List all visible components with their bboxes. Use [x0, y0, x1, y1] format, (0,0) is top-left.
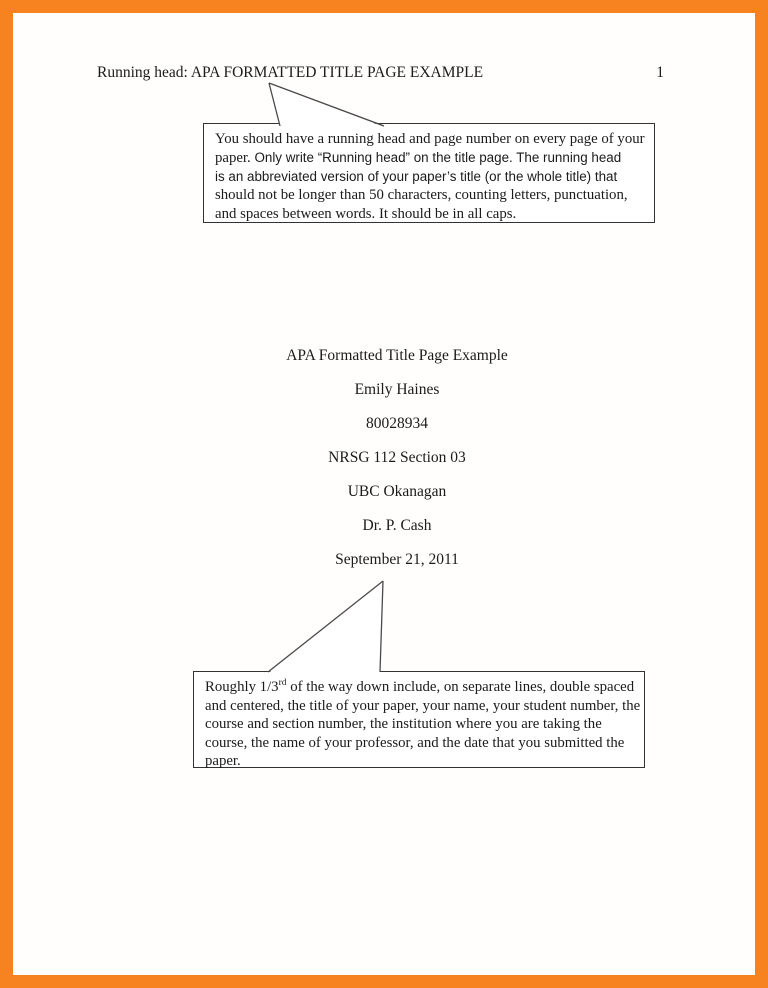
page-header: [97, 64, 664, 82]
title-line: [26, 482, 768, 502]
text-segment: Emily Haines: [354, 381, 440, 398]
text-segment: and centered, the title of your paper, your name, your student number, the: [205, 697, 641, 714]
callout-line: [215, 149, 646, 168]
text-segment: is an abbreviated version of your paper’s title (or the whole title) that: [215, 168, 618, 184]
text-segment: APA Formatted Title Page Example: [286, 347, 508, 364]
text-segment: 80028934: [366, 415, 428, 432]
text-segment: course, the name of your professor, and the date that you submitted the: [205, 734, 625, 751]
callout-line: [205, 752, 636, 771]
callout-box-title-block: [193, 671, 645, 768]
title-line: [26, 550, 768, 570]
callout-line: [215, 130, 646, 149]
text-segment: of the way down include, on separate lines, double spaced: [286, 679, 635, 695]
running-head-text: Running head: APA FORMATTED TITLE PAGE EXAMPLE: [97, 64, 484, 81]
callout-line: [215, 186, 646, 205]
callout-pointer-bottom-icon: [268, 580, 383, 674]
title-page-center-block: [26, 346, 768, 584]
superscript-text: rd: [278, 678, 287, 689]
callout-line: [205, 678, 636, 697]
title-line: [26, 414, 768, 434]
text-segment: Only write “Running head” on the title page. The running head: [254, 149, 622, 165]
callout-line: [205, 715, 636, 734]
text-segment: course and section number, the institution where you are taking the: [205, 716, 602, 732]
title-line: [26, 448, 768, 468]
text-segment: You should have a running head and page number on every page of your: [215, 131, 645, 147]
text-segment: paper.: [205, 753, 241, 769]
text-segment: NRSG 112 Section 03: [328, 449, 466, 466]
title-line: [26, 346, 768, 366]
document-page: [13, 13, 755, 975]
text-segment: Roughly 1/3: [205, 679, 279, 695]
callout-box-running-head: [203, 123, 655, 223]
page-number: 1: [656, 64, 664, 81]
callout-pointer-top-icon: [269, 82, 385, 128]
title-line: [26, 516, 768, 536]
text-segment: should not be longer than 50 characters, counting letters, punctuation,: [215, 187, 628, 204]
text-segment: and spaces between words. It should be in all caps.: [215, 206, 517, 223]
text-segment: paper.: [215, 149, 255, 166]
callout-line: [205, 697, 641, 716]
text-segment: September 21, 2011: [335, 551, 459, 568]
callout-line: [215, 205, 646, 224]
callout-line: [205, 734, 636, 753]
text-segment: UBC Okanagan: [347, 483, 447, 500]
title-line: [26, 380, 768, 400]
text-segment: Dr. P. Cash: [362, 517, 432, 534]
callout-line: [215, 168, 646, 187]
